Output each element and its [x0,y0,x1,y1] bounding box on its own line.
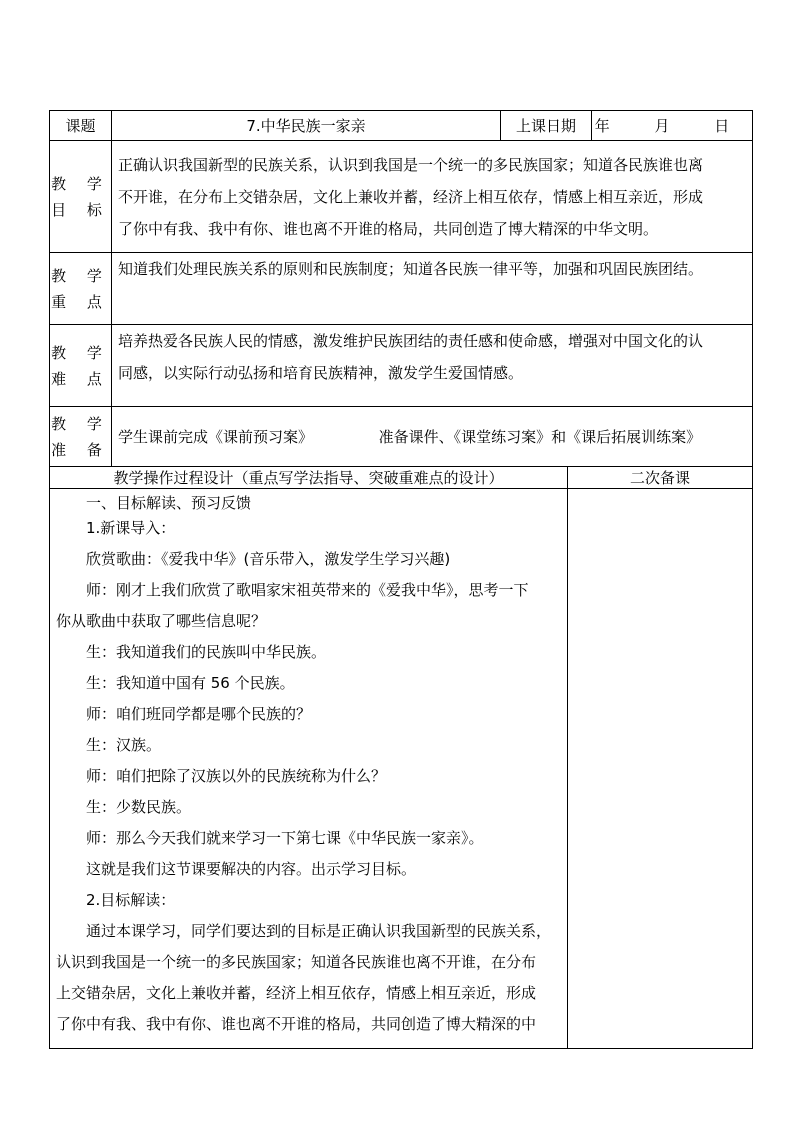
preparation-label [50,407,112,467]
process-paragraph: 一、目标解读、预习反馈 [86,494,252,512]
difficulties-line: 培养热爱各民族人民的情感，激发维护民族团结的责任感和使命感，增强对中国文化的认 [118,332,704,350]
topic-row [50,111,753,141]
process-paragraph: 你从歌曲中获取了哪些信息呢？ [56,612,267,630]
process-paragraph: 师：咱们把除了汉族以外的民族统称为什么？ [86,767,387,785]
objectives-label-line1: 教 学 [51,174,110,193]
process-paragraph: 师：刚才上我们欣赏了歌唱家宋祖英带来的《爱我中华》，思考一下 [86,581,529,599]
objectives-row [50,141,753,253]
objectives-text [112,141,753,253]
key-points-label [50,253,112,325]
process-paragraph: 生：汉族。 [86,736,162,754]
preparation-label-line2: 准 备 [51,440,110,459]
key-points-line: 知道我们处理民族关系的原则和民族制度；知道各民族一律平等，加强和巩固民族团结。 [118,260,704,278]
topic-value: 7.中华民族一家亲 [112,111,501,141]
key-points-text [112,253,753,325]
process-paragraph: 生：我知道中国有 56 个民族。 [86,674,295,692]
process-paragraph: 生：我知道我们的民族叫中华民族。 [86,643,327,661]
process-content-row [50,489,753,1049]
preparation-student: 学生课前完成《课前预习案》 [118,427,314,446]
difficulties-line: 同感，以实际行动弘扬和培育民族精神，激发学生爱国情感。 [118,364,524,382]
objectives-line: 了你中有我、我中有你、谁也离不开谁的格局，共同创造了博大精深的中华文明。 [118,219,659,238]
process-paragraph: 欣赏歌曲：《爱我中华》(音乐带入，激发学生学习兴趣) [86,550,451,568]
date-value: 年 月 日 [592,111,753,141]
difficulties-label [50,325,112,407]
key-points-label-line1: 教 学 [51,266,110,285]
second-prep-content[interactable] [568,489,753,1049]
process-paragraph: 2.目标解读： [86,891,176,909]
key-points-label-line2: 重 点 [51,292,110,311]
preparation-teacher: 准备课件、《课堂练习案》和《课后拓展训练案》 [378,427,702,446]
difficulties-label-line2: 难 点 [51,369,110,388]
process-paragraph: 师：那么今天我们就来学习一下第七课《中华民族一家亲》。 [86,829,484,847]
preparation-row [50,407,753,467]
difficulties-text [112,325,753,407]
process-paragraph: 这就是我们这节课要解决的内容。出示学习目标。 [86,860,417,878]
key-points-row [50,253,753,325]
difficulties-label-line1: 教 学 [51,343,110,362]
preparation-text [112,407,753,467]
difficulties-row [50,325,753,407]
second-prep-header: 二次备课 [568,467,753,489]
process-paragraph: 1.新课导入： [86,519,176,537]
date-label: 上课日期 [501,111,592,141]
process-paragraph: 上交错杂居，文化上兼收并蓄，经济上相互依存，情感上相互亲近，形成 [56,984,537,1002]
objectives-line: 正确认识我国新型的民族关系，认识到我国是一个统一的多民族国家；知道各民族谁也离 [118,155,704,174]
process-paragraph: 师：咱们班同学都是哪个民族的？ [86,705,312,723]
process-content [50,489,568,1049]
preparation-label-line1: 教 学 [51,414,110,433]
process-header: 教学操作过程设计（重点写学法指导、突破重难点的设计） [50,467,568,489]
process-paragraph: 了你中有我、我中有你、谁也离不开谁的格局，共同创造了博大精深的中 [56,1015,537,1033]
process-paragraph: 通过本课学习，同学们要达到的目标是正确认识我国新型的民族关系， [86,922,552,940]
lesson-plan-table [49,110,753,1049]
topic-label: 课题 [50,111,112,141]
process-paragraph: 生：少数民族。 [86,798,192,816]
objectives-line: 不开谁，在分布上交错杂居，文化上兼收并蓄，经济上相互依存，情感上相互亲近，形成 [118,187,704,206]
process-header-row [50,467,753,489]
objectives-label [50,141,112,253]
objectives-label-line2: 目 标 [51,200,110,219]
process-paragraph: 认识到我国是一个统一的多民族国家；知道各民族谁也离不开谁，在分布 [56,953,537,971]
